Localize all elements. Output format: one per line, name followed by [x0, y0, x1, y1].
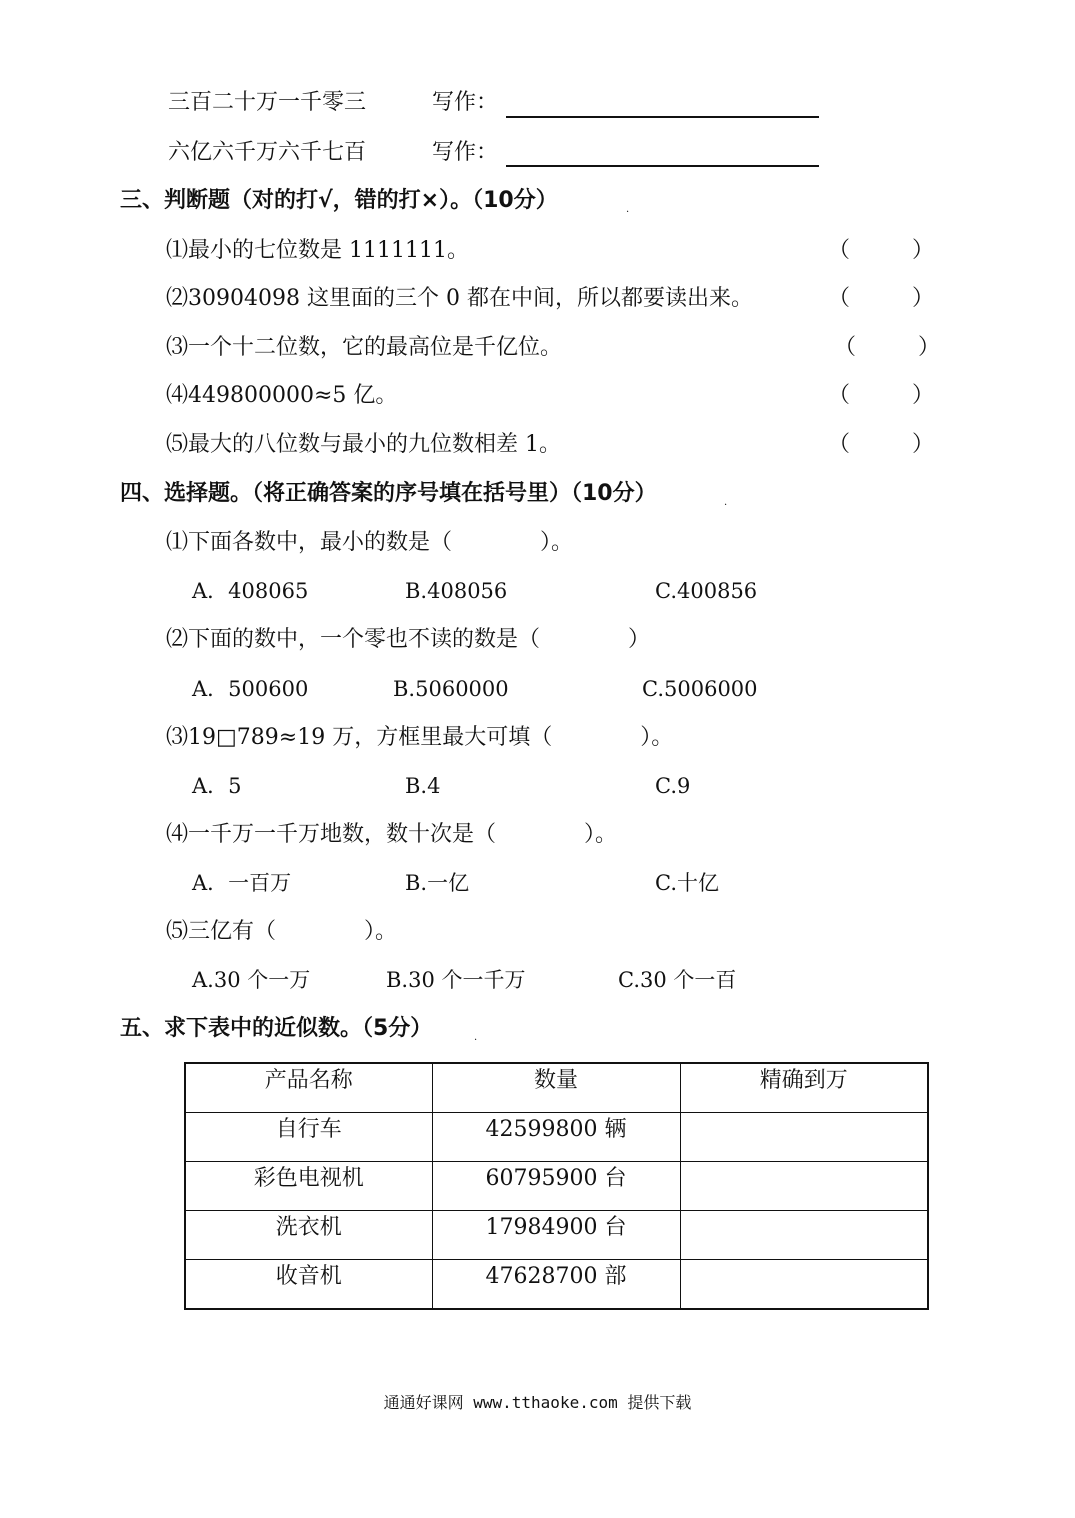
- table-header-cell: 数量: [432, 1063, 680, 1113]
- choice-option-a: A．500600: [192, 677, 309, 701]
- choice-option-b: B.一亿: [405, 871, 470, 895]
- table-cell-quantity: 60795900 台: [432, 1162, 680, 1211]
- table-cell-answer[interactable]: [680, 1211, 928, 1260]
- table-row: [185, 1260, 928, 1310]
- choice-option-a: A．408065: [192, 579, 309, 603]
- table-cell-product: 自行车: [185, 1113, 432, 1162]
- writing-label-2: 写作：: [432, 140, 499, 165]
- section3-heading: 三、判断题（对的打√，错的打×）。（10分）: [120, 188, 558, 213]
- choice-question-4: ⑷一千万一千万地数，数十次是（ ）。: [166, 822, 618, 847]
- choice-question-2: ⑵下面的数中，一个零也不读的数是（ ）: [166, 627, 651, 652]
- choice-question-1: ⑴下面各数中，最小的数是（ ）。: [166, 530, 574, 555]
- judge-item-3: ⑶一个十二位数，它的最高位是千亿位。: [166, 335, 563, 360]
- table-row: [185, 1113, 928, 1162]
- answer-paren-open: （: [828, 238, 851, 263]
- table-cell-quantity: 17984900 台: [432, 1211, 680, 1260]
- choice-option-a: A．5: [192, 774, 242, 798]
- table-header-row: [185, 1063, 928, 1113]
- table-cell-quantity: 42599800 辆: [432, 1113, 680, 1162]
- answer-paren-close: ）: [912, 286, 935, 311]
- choice-question-5: ⑸三亿有（ ）。: [166, 919, 398, 944]
- choice-option-b: B.5060000: [393, 677, 509, 701]
- choice-question-3: ⑶19□789≈19 万，方框里最大可填（ ）。: [166, 725, 674, 750]
- answer-paren-open: （: [834, 335, 857, 360]
- decorative-dot: .: [724, 497, 728, 508]
- choice-option-b: B.30 个一千万: [386, 968, 526, 992]
- table-cell-product: 洗衣机: [185, 1211, 432, 1260]
- section5-heading: 五、求下表中的近似数。（5分）: [120, 1016, 433, 1041]
- writing-blank-2[interactable]: [506, 165, 819, 167]
- choice-option-b: B.408056: [405, 579, 508, 603]
- judge-item-1: ⑴最小的七位数是 1111111。: [166, 238, 469, 263]
- choice-option-a: A.30 个一万: [192, 968, 311, 992]
- table-cell-answer[interactable]: [680, 1162, 928, 1211]
- decorative-dot: .: [474, 1032, 478, 1043]
- page-footer: 通通好课网 www.tthaoke.com 提供下载: [383, 1393, 692, 1412]
- answer-paren-open: （: [828, 383, 851, 408]
- choice-option-c: C.30 个一百: [618, 968, 737, 992]
- writing-text-2: 六亿六千万六千七百: [168, 140, 367, 165]
- table-header-cell: 产品名称: [185, 1063, 432, 1113]
- table-header-cell: 精确到万: [680, 1063, 928, 1113]
- judge-item-2: ⑵30904098 这里面的三个 0 都在中间，所以都要读出来。: [166, 286, 753, 311]
- table-cell-answer[interactable]: [680, 1260, 928, 1310]
- writing-label-1: 写作：: [432, 90, 499, 115]
- judge-item-5: ⑸最大的八位数与最小的九位数相差 1。: [166, 432, 561, 457]
- choice-option-c: C.5006000: [642, 677, 758, 701]
- writing-text-1: 三百二十万一千零三: [168, 90, 367, 115]
- table-row: [185, 1162, 928, 1211]
- answer-paren-open: （: [828, 286, 851, 311]
- choice-option-a: A．一百万: [192, 871, 292, 895]
- table-cell-answer[interactable]: [680, 1113, 928, 1162]
- answer-paren-close: ）: [912, 238, 935, 263]
- choice-option-c: C.400856: [655, 579, 758, 603]
- judge-item-4: ⑷449800000≈5 亿。: [166, 383, 398, 408]
- choice-option-b: B.4: [405, 774, 441, 798]
- table-cell-product: 收音机: [185, 1260, 432, 1310]
- answer-paren-close: ）: [912, 432, 935, 457]
- approximation-table: [184, 1062, 929, 1310]
- table-cell-quantity: 47628700 部: [432, 1260, 680, 1310]
- choice-option-c: C.9: [655, 774, 691, 798]
- decorative-dot: .: [626, 204, 630, 215]
- choice-option-c: C.十亿: [655, 871, 719, 895]
- table-cell-product: 彩色电视机: [185, 1162, 432, 1211]
- writing-blank-1[interactable]: [506, 116, 819, 118]
- section4-heading: 四、选择题。（将正确答案的序号填在括号里）（10分）: [120, 481, 657, 506]
- answer-paren-open: （: [828, 432, 851, 457]
- table-row: [185, 1211, 928, 1260]
- answer-paren-close: ）: [918, 335, 941, 360]
- answer-paren-close: ）: [912, 383, 935, 408]
